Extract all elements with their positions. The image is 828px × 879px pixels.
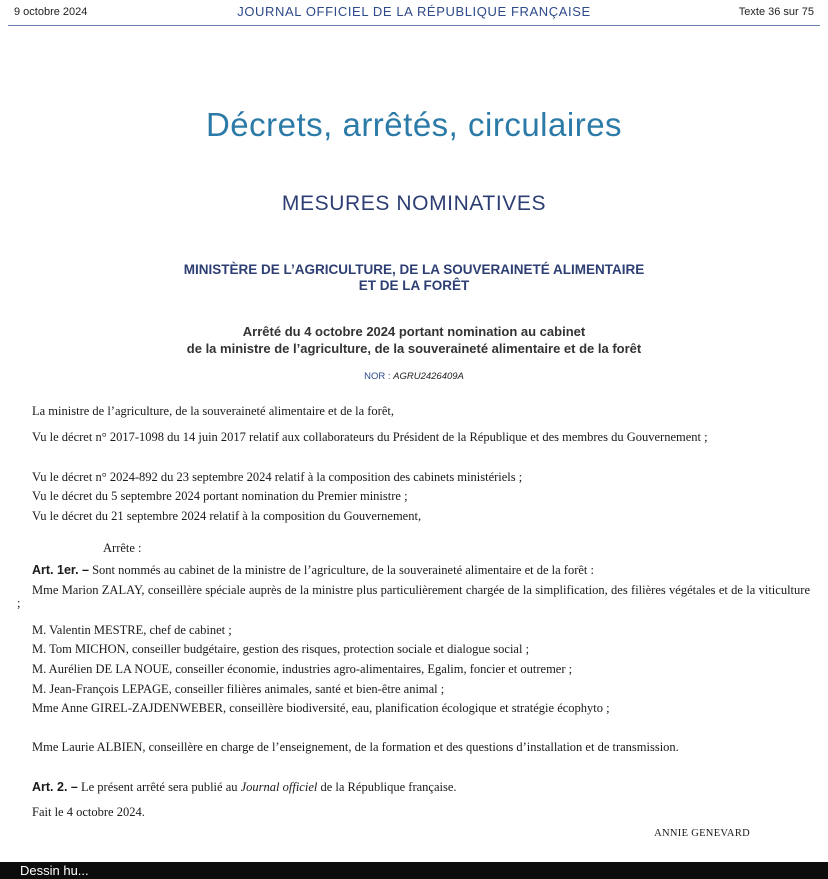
nor-label: NOR : <box>364 371 394 382</box>
fait-le: Fait le 4 octobre 2024. <box>32 805 145 819</box>
page-counter: Texte 36 sur 75 <box>738 6 814 18</box>
main-title: Décrets, arrêtés, circulaires <box>205 106 623 143</box>
article-2 <box>32 781 806 794</box>
arrete-title-line-1: Arrêté du 4 octobre 2024 portant nomination au cabinet <box>242 324 586 339</box>
section-title: MESURES NOMINATIVES <box>281 192 547 215</box>
nomination-item: M. Valentin MESTRE, chef de cabinet ; <box>32 623 232 637</box>
nomination-item: M. Aurélien DE LA NOUE, conseiller économie, industries agro-alimentaires, Egalim, foncier et outremer ; <box>32 662 573 676</box>
nor-reference <box>0 371 828 382</box>
article-2-text-before: Le présent arrêté sera publié au <box>77 780 241 794</box>
visa-2: Vu le décret n° 2024-892 du 23 septembre 2024 relatif à la composition des cabinets ministériels ; <box>32 470 523 484</box>
page-header <box>0 0 828 28</box>
nomination-item: Mme Marion ZALAY, conseillère spéciale auprès de la ministre plus particulièrement chargée de la simplification, des filières végétales et de la viticulture ; <box>17 583 810 610</box>
arrete-title-line-2: de la ministre de l’agriculture, de la souveraineté alimentaire et de la forêt <box>186 341 642 356</box>
preamble-intro: La ministre de l’agriculture, de la souveraineté alimentaire et de la forêt, <box>32 404 394 418</box>
bottom-bar <box>0 862 828 879</box>
ministry-line-1: MINISTÈRE DE L’AGRICULTURE, DE LA SOUVERAINETÉ ALIMENTAIRE <box>183 262 645 277</box>
nomination-item: Mme Laurie ALBIEN, conseillère en charge de l’enseignement, de la formation et des questions d’installation et de transmission. <box>32 740 679 754</box>
ministry-line-2: ET DE LA FORÊT <box>358 278 470 293</box>
nomination-item: M. Tom MICHON, conseiller budgétaire, gestion des risques, protection sociale et dialogue social ; <box>32 642 530 656</box>
article-1 <box>32 564 806 577</box>
nomination-item: Mme Anne GIREL-ZAJDENWEBER, conseillère biodiversité, eau, planification écologique et stratégie écophyto ; <box>32 701 610 715</box>
nor-code: AGRU2426409A <box>393 371 464 382</box>
visa-3: Vu le décret du 5 septembre 2024 portant nomination du Premier ministre ; <box>32 489 408 503</box>
article-2-label: Art. 2. – <box>32 780 78 794</box>
header-date: 9 octobre 2024 <box>14 6 88 18</box>
arrete-word: Arrête : <box>103 541 142 555</box>
article-2-text-after: de la République française. <box>317 780 457 794</box>
header-rule <box>8 25 820 26</box>
nomination-item: M. Jean-François LEPAGE, conseiller filières animales, santé et bien-être animal ; <box>32 682 445 696</box>
bottom-bar-text: Dessin hu... <box>20 863 89 878</box>
arrete-title <box>0 323 828 357</box>
article-1-text: Sont nommés au cabinet de la ministre de l’agriculture, de la souveraineté alimentaire et de la forêt : <box>88 563 595 577</box>
signature: ANNIE GENEVARD <box>654 828 750 839</box>
article-1-label: Art. 1er. – <box>32 563 89 577</box>
ministry-heading <box>0 262 828 294</box>
visa-1: Vu le décret n° 2017-1098 du 14 juin 2017 relatif aux collaborateurs du Président de la République et des membres du Gouvernement ; <box>32 430 708 444</box>
journal-name: JOURNAL OFFICIEL DE LA RÉPUBLIQUE FRANÇAISE <box>237 4 591 19</box>
visa-4: Vu le décret du 21 septembre 2024 relatif à la composition du Gouvernement, <box>32 509 422 523</box>
article-2-text-italic: Journal officiel <box>240 780 318 794</box>
